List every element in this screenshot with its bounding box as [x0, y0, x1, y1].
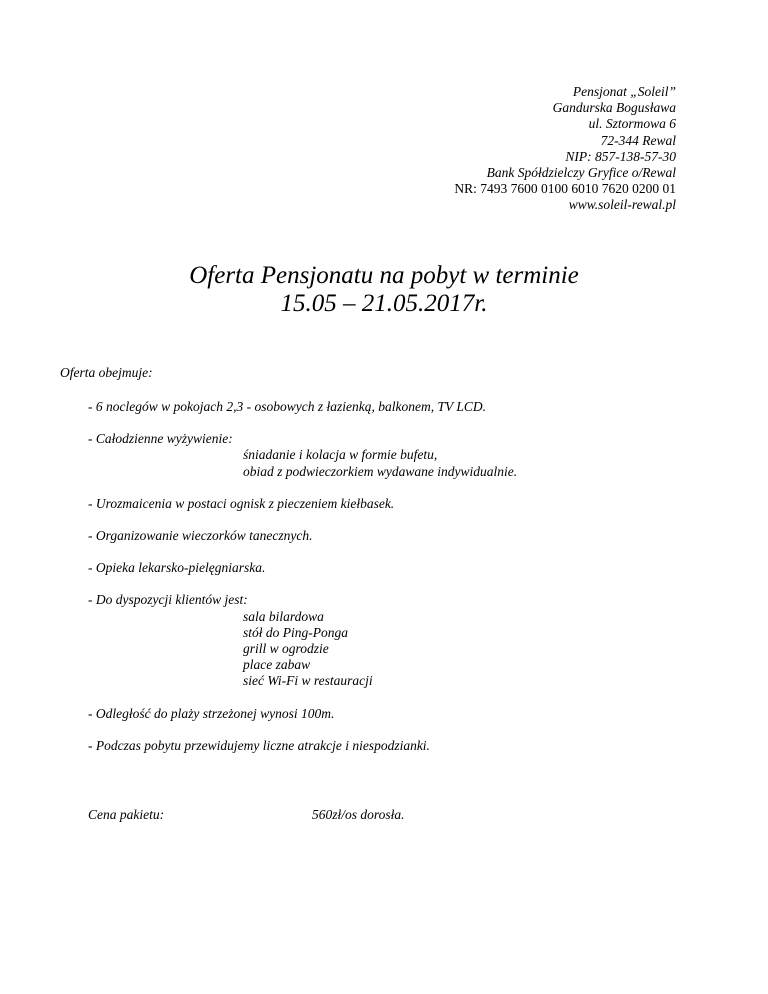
offer-item-bonfires: - Urozmaicenia w postaci ognisk z pieczeniem kiełbasek. [88, 495, 395, 511]
offer-item-beach: - Odległość do plaży strzeżonej wynosi 100m. [88, 705, 335, 721]
sender-city: 72-344 Rewal [600, 132, 676, 148]
offer-title [0, 262, 768, 318]
sender-owner: Gandurska Bogusława [552, 100, 676, 116]
sender-address-block [454, 84, 676, 214]
offer-body [60, 365, 700, 753]
facility-billiards: sala bilardowa [243, 608, 324, 624]
offer-title-dates: 15.05 – 21.05.2017r. [280, 290, 488, 317]
offer-item-medical: - Opieka lekarsko-pielęgniarska. [88, 560, 266, 576]
price-value: 560zł/os dorosła. [312, 807, 405, 822]
sender-name: Pensjonat „Soleil” [572, 84, 676, 99]
facility-grill: grill w ogrodzie [243, 641, 329, 657]
facility-ping-pong: stół do Ping-Ponga [243, 624, 348, 640]
meals-lunch: obiad z podwieczorkiem wydawane indywidualnie. [243, 463, 518, 479]
offer-item-meals [88, 431, 688, 480]
sender-account-number: NR: 7493 7600 0100 6010 7620 0200 01 [454, 181, 676, 197]
offer-intro: Oferta obejmuje: [60, 365, 153, 380]
meals-heading: - Całodzienne wyżywienie: [88, 431, 233, 447]
offer-title-line-1: Oferta Pensjonatu na pobyt w terminie [189, 262, 579, 289]
offer-item-accommodation: - 6 noclegów w pokojach 2,3 - osobowych z łazienką, balkonem, TV LCD. [88, 399, 486, 414]
facility-wifi: sieć Wi-Fi w restauracji [243, 673, 373, 689]
offer-items [88, 399, 688, 770]
sender-street: ul. Sztormowa 6 [588, 116, 676, 132]
price-label: Cena pakietu: [88, 807, 165, 822]
offer-item-dances: - Organizowanie wieczorków tanecznych. [88, 528, 313, 544]
sender-bank: Bank Spółdzielczy Gryfice o/Rewal [486, 165, 676, 181]
facilities-heading: - Do dyspozycji klientów jest: [88, 592, 248, 608]
offer-item-facilities [88, 592, 688, 689]
facility-playground: place zabaw [243, 657, 311, 673]
sender-nip: NIP: 857-138-57-30 [565, 148, 676, 164]
offer-item-attractions: - Podczas pobytu przewidujemy liczne atrakcje i niespodzianki. [88, 737, 430, 753]
meals-breakfast-dinner: śniadanie i kolacja w formie bufetu, [243, 447, 438, 463]
sender-website: www.soleil-rewal.pl [568, 197, 676, 213]
